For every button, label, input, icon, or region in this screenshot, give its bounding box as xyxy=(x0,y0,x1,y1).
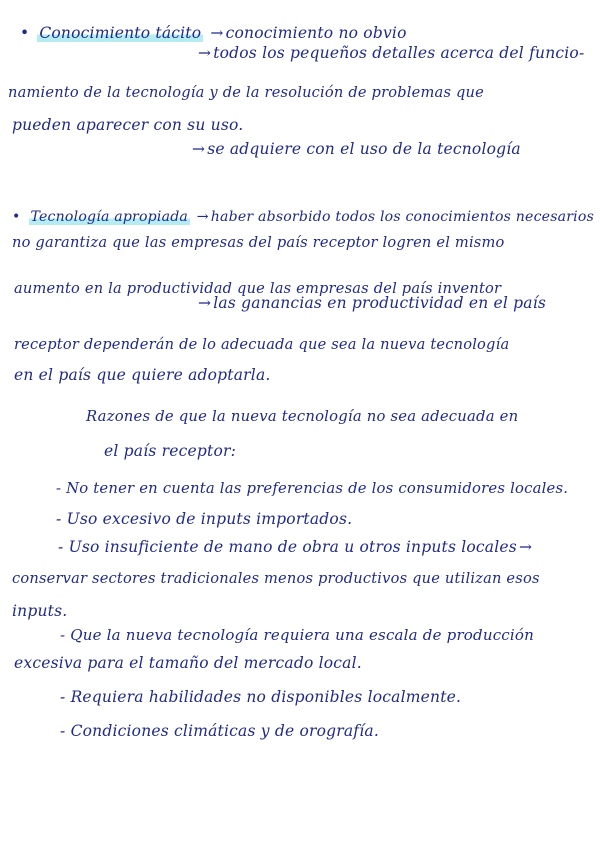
reason-item-4-line1: - Que la nueva tecnología requiera una escala de producción xyxy=(60,626,534,644)
reason-item-3-line2: conservar sectores tradicionales menos productivos que utilizan esos xyxy=(12,570,540,587)
arrow-icon: → xyxy=(518,538,533,556)
section1-def-line1: conocimiento no obvio xyxy=(225,24,407,42)
reason-item-5: - Requiera habilidades no disponibles localmente. xyxy=(60,688,462,706)
reason-item-4-line2: excesiva para el tamaño del mercado local. xyxy=(14,654,362,672)
section2-def-line5: receptor dependerán de lo adecuada que sea la nueva tecnología xyxy=(14,336,510,353)
section1-def-line2: todos los pequeños detalles acerca del funcio- xyxy=(213,44,585,62)
section2-header-line xyxy=(12,210,594,224)
section2-line4 xyxy=(196,296,546,312)
section1-def-line5: se adquiere con el uso de la tecnología xyxy=(207,140,521,158)
term-conocimiento-tacito: Conocimiento tácito xyxy=(39,24,202,42)
arrow-icon: → xyxy=(210,24,224,42)
section1-line2 xyxy=(196,46,584,62)
term-tecnologia-apropiada: Tecnología apropiada xyxy=(30,209,189,225)
section2-def-line3: aumento en la productividad que las empresas del país inventor xyxy=(14,280,502,297)
bullet-icon: • xyxy=(12,209,21,225)
reason-item-2: - Uso excesivo de inputs importados. xyxy=(56,510,353,528)
arrow-icon: → xyxy=(198,294,212,312)
section2-def-line1: haber absorbido todos los conocimientos necesarios xyxy=(210,209,595,225)
section2-def-line6: en el país que quiere adoptarla. xyxy=(14,366,271,384)
reasons-heading-line2: el país receptor: xyxy=(104,442,237,460)
reason-item-3-text: - Uso insuficiente de mano de obra u otros inputs locales xyxy=(58,538,517,556)
section1-line5 xyxy=(190,142,521,158)
section2-def-line4: las ganancias en productividad en el país xyxy=(213,294,547,312)
reasons-heading-line1: Razones de que la nueva tecnología no sea adecuada en xyxy=(86,408,519,425)
section1-def-line4: pueden aparecer con su uso. xyxy=(12,116,244,134)
arrow-icon: → xyxy=(196,209,209,225)
section1-def-line3: namiento de la tecnología y de la resolución de problemas que xyxy=(8,84,484,101)
section2-def-line2: no garantiza que las empresas del país receptor logren el mismo xyxy=(12,234,505,251)
bullet-icon: • xyxy=(20,24,30,42)
reason-item-3-line3: inputs. xyxy=(12,602,68,620)
arrow-icon: → xyxy=(192,140,206,158)
arrow-icon: → xyxy=(198,44,212,62)
reason-item-6: - Condiciones climáticas y de orografía. xyxy=(60,722,379,740)
reason-item-3-line1 xyxy=(58,540,534,556)
reason-item-1: - No tener en cuenta las preferencias de los consumidores locales. xyxy=(56,480,569,497)
section1-header-line xyxy=(20,26,407,42)
